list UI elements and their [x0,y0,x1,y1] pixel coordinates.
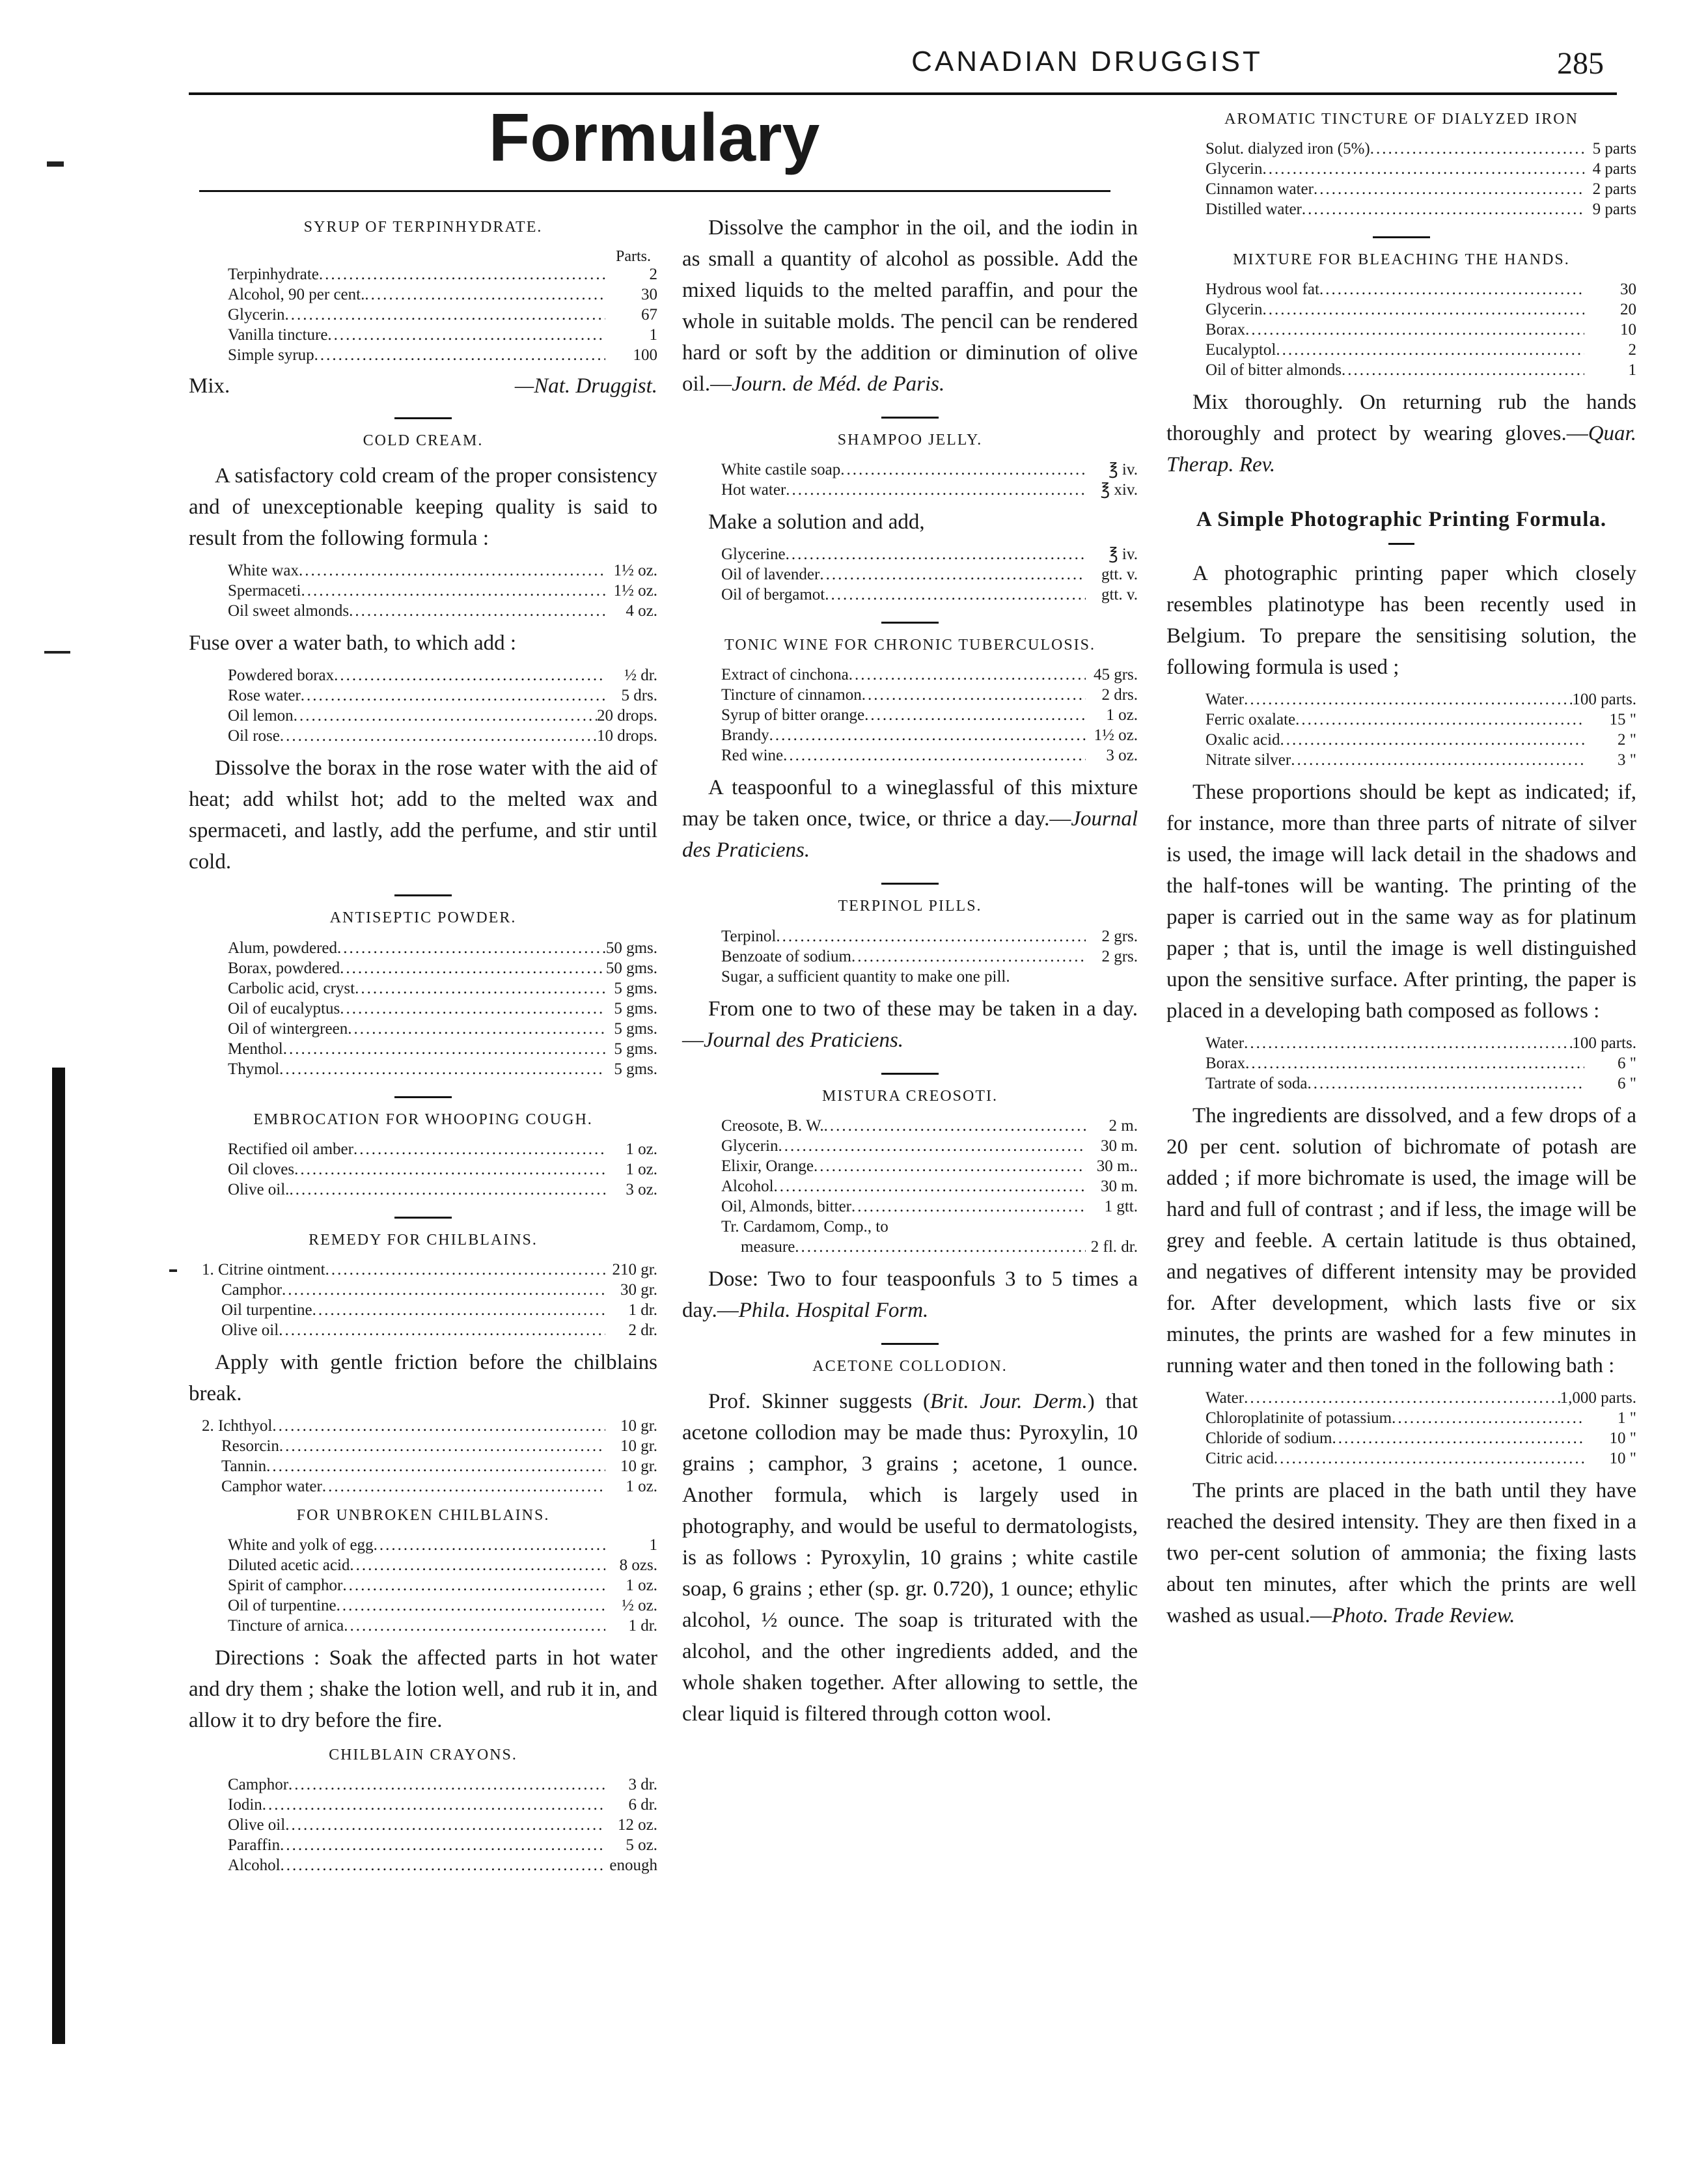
paragraph: Dissolve the camphor in the oil, and the iodin in as small a quantity of alcohol as possible. Add the mixed liquids to the melted paraffin, and pour the whole in suitable molds. The pencil can be rendered hard or soft by the addition or diminution of olive oil.—Journ. de Méd. de Paris. [682,216,1138,396]
source-citation: Journ. de Méd. de Paris. [732,372,945,396]
ingredient-row: Cinnamon water ..... 2 parts [1205,179,1636,199]
column-2 [682,208,1138,1733]
ingredient-list [1205,1388,1636,1469]
ingredient-row: Tartrate of soda ..... 6 " [1205,1073,1636,1094]
ingredient-row: Distilled water ..... 9 parts [1205,199,1636,219]
recipe-title: FOR UNBROKEN CHILBLAINS. [296,1506,550,1524]
ingredient-row: Simple syrup ..... 100 [228,345,657,365]
ingredient-list [721,926,1138,987]
ingredient-row: Red wine ..... 3 oz. [721,745,1138,766]
ingredient-row: Citric acid ..... 10 " [1205,1448,1636,1469]
ingredient-row: Water ..... 100 parts. [1205,689,1636,710]
ingredient-row: Water ..... 100 parts. [1205,1033,1636,1053]
ingredient-row: Resorcin ..... 10 gr. [202,1436,657,1456]
recipe-title: SHAMPOO JELLY. [837,432,983,449]
ingredient-row: White castile soap ..... ℥ iv. [721,460,1138,480]
ingredient-row: measure ..... 2 fl. dr. [721,1237,1138,1257]
ingredient-row: Hot water ..... ℥ xiv. [721,480,1138,500]
ingredient-row: Eucalyptol ..... 2 [1205,340,1636,360]
ingredient-row: Glycerin ..... 4 parts [1205,159,1636,179]
ingredient-row-head: Tr. Cardamom, Comp., to [721,1217,888,1236]
ingredient-row: Oil of bergamot ..... gtt. v. [721,585,1138,605]
recipe-title: TERPINOL PILLS. [838,898,982,915]
ingredient-list [202,1416,657,1497]
paragraph: The ingredients are dissolved, and a few drops of a 20 per cent. solution of bichromate of potash are added ; if more bichromate is used, the image will be hard and full of contrast ; and if less, the image will be grey and feeble. A certain latitude is thus obtained, and negatives of different intensity may be provided for. After development, which lasts five or six minutes, the prints are washed for a few minutes in running water and then toned in the following bath : [1166,1103,1636,1377]
section-separator [881,1343,939,1345]
source-citation: —Nat. Druggist. [514,374,657,398]
ingredient-row: Tincture of arnica ..... 1 dr. [228,1616,657,1636]
title-dash [1388,543,1414,545]
recipe-title: TONIC WINE FOR CHRONIC TUBERCULOSIS. [724,637,1096,654]
ingredient-row: Elixir, Orange ..... 30 m.. [721,1156,1138,1176]
column-3 [1166,109,1636,1635]
paragraph: A teaspoonful to a wineglassful of this mixture may be taken once, twice, or thrice a day.—Journal des Praticiens. [682,776,1138,863]
recipe-title: EMBROCATION FOR WHOOPING COUGH. [253,1111,593,1128]
ingredient-row: Olive oil ..... 2 dr. [202,1320,657,1340]
ingredient-row: Diluted acetic acid ..... 8 ozs. [228,1555,657,1575]
ingredient-list [721,460,1138,500]
ingredient-list [228,665,657,746]
ingredient-row: Rose water ..... 5 drs. [228,685,657,706]
source-citation: Journal des Praticiens. [682,807,1138,863]
recipe-title: ANTISEPTIC POWDER. [329,909,517,927]
page-number: 285 [1557,46,1604,81]
ingredient-row: Solut. dialyzed iron (5%) ..... 5 parts [1205,139,1636,159]
ingredient-row: Olive oil. ..... 3 oz. [228,1180,657,1200]
ingredient-list [721,665,1138,766]
recipe-title: MISTURA CREOSOTI. [821,1087,999,1105]
ingredient-row: Glycerin ..... 30 m. [721,1136,1138,1156]
ingredient-row: Oil, Almonds, bitter ..... 1 gtt. [721,1196,1138,1217]
source-citation: Brit. Jour. Derm. [930,1389,1088,1413]
running-head [189,40,1617,87]
ingredient-row: Vanilla tincture ..... 1 [228,325,657,345]
ingredient-list [228,560,657,621]
recipe-title: CHILBLAIN CRAYONS. [329,1747,517,1764]
ingredient-list [228,247,657,365]
source-citation: Journal des Praticiens. [704,1028,904,1052]
ingredient-row: Oil of lavender ..... gtt. v. [721,564,1138,585]
header-rule [189,92,1617,95]
ingredient-row: Brandy ..... 1½ oz. [721,725,1138,745]
paragraph: Dose: Two to four teaspoonfuls 3 to 5 times a day.—Phila. Hospital Form. [682,1267,1138,1322]
ingredient-row: Rectified oil amber ..... 1 oz. [228,1139,657,1159]
ingredient-row: Glycerin ..... 67 [228,305,657,325]
section-separator [394,894,452,896]
ingredient-row: Chloroplatinite of potassium ..... 1 " [1205,1408,1636,1428]
source-citation: Phila. Hospital Form. [738,1298,929,1322]
ingredient-row: Spermaceti ..... 1½ oz. [228,581,657,601]
paragraph: Prof. Skinner suggests (Brit. Jour. Derm.) that acetone collodion may be made thus: Pyroxylin, 10 grains ; camphor, 3 grains ; acetone, 1 ounce. Another formula, which is largely used in photography, and would be useful to dermatologists, is as follows : Pyroxylin, 10 grains ; white castile soap, 6 grains ; ether (sp. gr. 0.720), 1 ounce; ethylic alcohol, ½ ounce. The soap is triturated with the alcohol, and the other ingredients added, and the whole shaken together. After allowing to settle, the clear liquid is filtered through cotton wool. [682,1389,1138,1726]
ingredient-list [228,1535,657,1636]
ingredient-row: Oil lemon ..... 20 drops. [228,706,657,726]
ingredient-list [202,1260,657,1340]
ingredient-row: Alum, powdered ..... 50 gms. [228,938,657,958]
ingredient-row: Glycerin ..... 20 [1205,299,1636,320]
column-1 [189,208,657,1882]
ingredient-row: 2. Ichthyol ..... 10 gr. [202,1416,657,1436]
ingredient-row: Tannin ..... 10 gr. [202,1456,657,1476]
ingredient-list [1205,689,1636,770]
ingredient-row: Thymol ..... 5 gms. [228,1059,657,1079]
ingredient-row: Ferric oxalate ..... 15 " [1205,710,1636,730]
ingredient-row: 1. Citrine ointment ..... 210 gr. [202,1260,657,1280]
paragraph: Directions : Soak the affected parts in hot water and dry them ; shake the lotion well, and rub it in, and allow it to dry before the fire. [189,1646,657,1733]
scan-speck [169,1269,177,1272]
paragraph: Fuse over a water bath, to which add : [189,631,517,656]
unit-header: Parts. [616,248,651,266]
paragraph: The prints are placed in the bath until they have reached the desired intensity. They are then fixed in a two per-cent solution of ammonia; the fixing lasts about ten minutes, after which the prints are well washed as usual.—Photo. Trade Review. [1166,1478,1636,1627]
ingredient-row: Hydrous wool fat ..... 30 [1205,279,1636,299]
recipe-title: COLD CREAM. [363,432,484,450]
article-title: A Simple Photographic Printing Formula. [1196,508,1607,532]
ingredient-row: Oil cloves ..... 1 oz. [228,1159,657,1180]
section-separator [394,417,452,419]
ingredient-row: Menthol ..... 5 gms. [228,1039,657,1059]
scan-speck [44,651,70,654]
ingredient-row: Oil of bitter almonds ..... 1 [1205,360,1636,380]
ingredient-row: Terpinol ..... 2 grs. [721,926,1138,946]
paragraph: A photographic printing paper which closely resembles platinotype has been recently used in Belgium. To prepare the sensitising solution, the following formula is used ; [1166,561,1636,679]
mix-line [189,372,657,400]
ingredient-row: Spirit of camphor ..... 1 oz. [228,1575,657,1595]
section-separator [394,1096,452,1098]
ingredient-row: Oil sweet almonds ..... 4 oz. [228,601,657,621]
recipe-title: ACETONE COLLODION. [812,1357,1008,1375]
ingredient-row: White and yolk of egg ..... 1 [228,1535,657,1555]
ingredient-row: Extract of cinchona ..... 45 grs. [721,665,1138,685]
recipe-title: AROMATIC TINCTURE OF DIALYZED IRON [1224,111,1578,128]
ingredient-list [228,1775,657,1875]
scan-speck [47,161,64,167]
mix-instruction: Mix. [189,374,230,398]
ingredient-row: Paraffin ..... 5 oz. [228,1835,657,1855]
ingredient-row: Carbolic acid, cryst ..... 5 gms. [228,978,657,999]
ingredient-row: Oil of turpentine ..... ½ oz. [228,1595,657,1616]
scan-edge-artifact [52,1068,65,2044]
ingredient-list [1205,1033,1636,1094]
ingredient-list [228,1139,657,1200]
ingredient-row: Alcohol ..... 30 m. [721,1176,1138,1196]
paragraph: Mix thoroughly. On returning rub the hands thoroughly and protect by wearing gloves.—Quar. Therap. Rev. [1166,391,1636,477]
ingredient-row: Oil rose ..... 10 drops. [228,726,657,746]
ingredient-row: Nitrate silver ..... 3 " [1205,750,1636,770]
ingredient-row: Glycerine ..... ℥ iv. [721,544,1138,564]
paragraph: Dissolve the borax in the rose water with the aid of heat; add whilst hot; add to the melted wax and spermaceti, and lastly, add the perfume, and stir until cold. [189,756,657,874]
ingredient-row: Syrup of bitter orange ..... 1 oz. [721,705,1138,725]
paragraph: From one to two of these may be taken in a day.—Journal des Praticiens. [682,997,1138,1052]
ingredient-row: Powdered borax ..... ½ dr. [228,665,657,685]
ingredient-list [721,1116,1138,1257]
section-separator [394,1217,452,1219]
section-separator [881,622,939,624]
source-citation: Photo. Trade Review. [1331,1603,1515,1627]
section-separator [1373,236,1430,238]
ingredient-row: Creosote, B. W. ..... 2 m. [721,1116,1138,1136]
ingredient-row: Camphor ..... 30 gr. [202,1280,657,1300]
ingredient-list [228,938,657,1079]
section-title: Formulary [488,100,820,176]
ingredient-note: Sugar, a sufficient quantity to make one pill. [721,967,1010,986]
ingredient-row: Iodin ..... 6 dr. [228,1795,657,1815]
ingredient-row: Alcohol, 90 per cent. ..... 30 [228,284,657,305]
journal-title: CANADIAN DRUGGIST [911,46,1263,77]
recipe-title: REMEDY FOR CHILBLAINS. [309,1231,538,1249]
ingredient-row: Alcohol ..... enough [228,1855,657,1875]
paragraph: A satisfactory cold cream of the proper consistency and of unexceptionable keeping quality is said to result from the following formula : [189,464,657,551]
source-citation: Quar. Therap. Rev. [1166,422,1636,477]
section-separator [881,1073,939,1075]
paragraph: Make a solution and add, [708,510,925,534]
ingredient-list [1205,139,1636,219]
recipe-title: SYRUP OF TERPINHYDRATE. [303,219,543,236]
ingredient-list [1205,279,1636,380]
ingredient-row: Oxalic acid ..... 2 " [1205,730,1636,750]
ingredient-row: White wax ..... 1½ oz. [228,560,657,581]
ingredient-row: Borax ..... 6 " [1205,1053,1636,1073]
ingredient-row: Chloride of sodium ..... 10 " [1205,1428,1636,1448]
ingredient-row: Camphor water ..... 1 oz. [202,1476,657,1497]
ingredient-row: Tincture of cinnamon ..... 2 drs. [721,685,1138,705]
ingredient-list [721,544,1138,605]
paragraph: These proportions should be kept as indicated; if, for instance, more than three parts of nitrate of silver is used, the image will lack detail in the shadows and the half-tones will be wanting. The printing of the paper is carried out in the same way as for platinum paper ; that is, until the image is well distinguished upon the sensitive surface. After printing, the paper is placed in a developing bath composed as follows : [1166,780,1636,1023]
ingredient-row: Oil of wintergreen ..... 5 gms. [228,1019,657,1039]
ingredient-row: Benzoate of sodium ..... 2 grs. [721,946,1138,967]
ingredient-row: Terpinhydrate ..... 2 [228,264,657,284]
section-separator [881,883,939,885]
recipe-title: MIXTURE FOR BLEACHING THE HANDS. [1233,251,1570,269]
ingredient-row: Borax, powdered ..... 50 gms. [228,958,657,978]
ingredient-row: Borax ..... 10 [1205,320,1636,340]
paragraph: Apply with gentle friction before the chilblains break. [189,1350,657,1405]
ingredient-row: Water ..... 1,000 parts. [1205,1388,1636,1408]
ingredient-row: Oil of eucalyptus ..... 5 gms. [228,999,657,1019]
ingredient-row: Olive oil ..... 12 oz. [228,1815,657,1835]
ingredient-row: Oil turpentine ..... 1 dr. [202,1300,657,1320]
ingredient-row: Camphor ..... 3 dr. [228,1775,657,1795]
section-separator [881,417,939,419]
title-rule [199,190,1110,192]
